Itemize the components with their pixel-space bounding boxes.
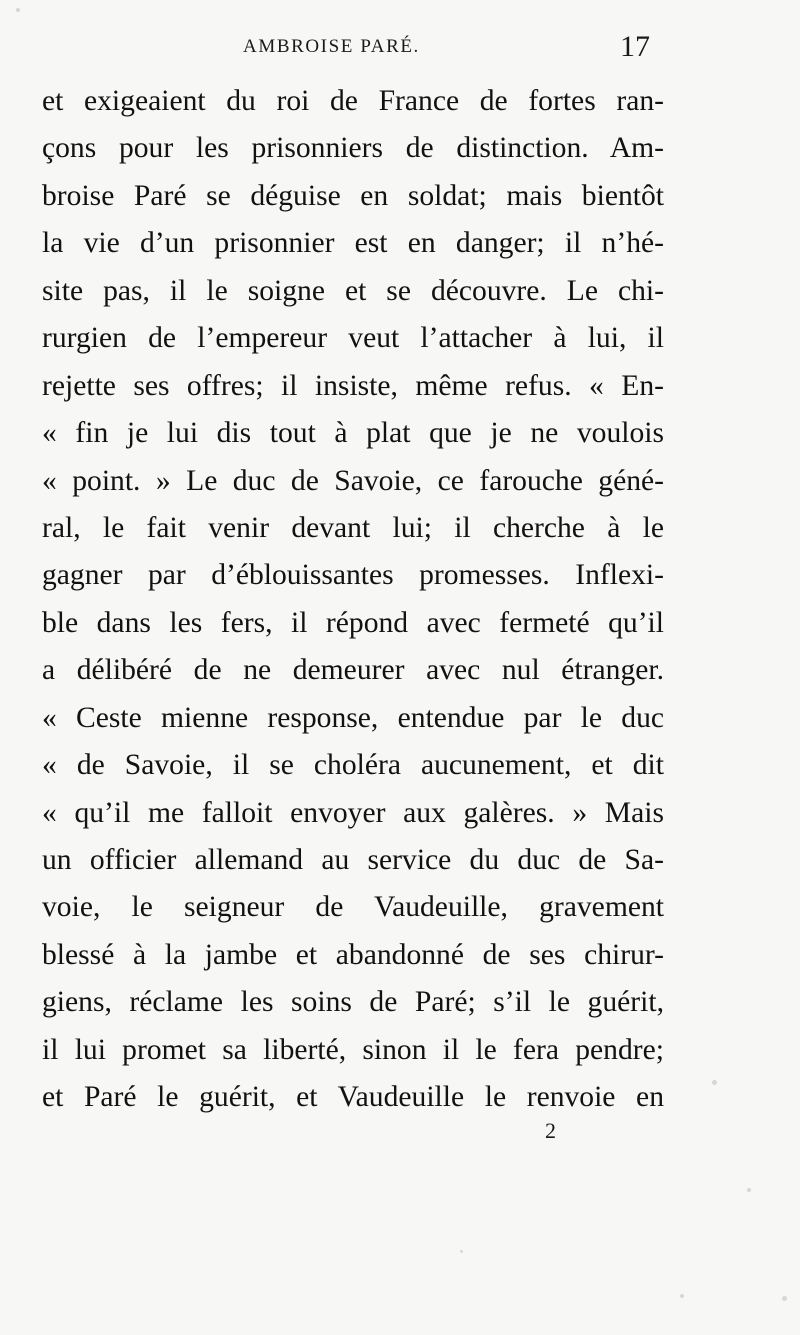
text-line: ral, le fait venir devant lui; il cherche à le xyxy=(42,511,664,544)
text-line: « fin je lui dis tout à plat que je ne voulois xyxy=(42,417,664,450)
text-line: et Paré le guérit, et Vaudeuille le renvoie en xyxy=(42,1081,664,1114)
text-line: la vie d’un prisonnier est en danger; il n’hé- xyxy=(42,227,664,260)
signature-mark: 2 xyxy=(545,1118,556,1143)
text-line: rurgien de l’empereur veut l’attacher à lui, il xyxy=(42,322,664,355)
paper-speck xyxy=(712,1080,717,1085)
page-header xyxy=(0,30,800,68)
running-title: AMBROISE PARÉ. xyxy=(243,36,420,57)
text-line: voie, le seigneur de Vaudeuille, gravement xyxy=(42,891,664,924)
text-line: il lui promet sa liberté, sinon il le fera pendre; xyxy=(42,1033,664,1066)
text-line: « qu’il me falloit envoyer aux galères. » Mais xyxy=(42,796,664,829)
text-line: « Ceste mienne response, entendue par le duc xyxy=(42,701,664,734)
text-line: giens, réclame les soins de Paré; s’il le guérit, xyxy=(42,986,664,1019)
text-line: çons pour les prisonniers de distinction. Am- xyxy=(42,132,664,165)
body-text xyxy=(42,78,664,1122)
text-line: ble dans les fers, il répond avec fermeté qu’il xyxy=(42,606,664,639)
text-line: a délibéré de ne demeurer avec nul étranger. xyxy=(42,654,664,687)
text-line: site pas, il le soigne et se découvre. Le chi- xyxy=(42,274,664,307)
text-line: broise Paré se déguise en soldat; mais bientôt xyxy=(42,179,664,212)
paper-speck xyxy=(747,1188,751,1192)
text-line: un officier allemand au service du duc de Sa- xyxy=(42,844,664,876)
text-line: blessé à la jambe et abandonné de ses chirur- xyxy=(42,938,664,971)
paper-speck xyxy=(16,8,20,12)
text-line: « de Savoie, il se choléra aucunement, et dit xyxy=(42,749,664,782)
paper-speck xyxy=(680,1294,684,1298)
text-line: « point. » Le duc de Savoie, ce farouche géné- xyxy=(42,464,664,497)
text-line: et exigeaient du roi de France de fortes ran- xyxy=(42,85,664,117)
paper-speck xyxy=(782,1296,787,1301)
text-line: gagner par d’éblouissantes promesses. Inflexi- xyxy=(42,559,664,592)
paper-speck xyxy=(460,1250,463,1253)
text-line: rejette ses offres; il insiste, même refus. « En- xyxy=(42,369,664,402)
page-number: 17 xyxy=(620,30,650,63)
